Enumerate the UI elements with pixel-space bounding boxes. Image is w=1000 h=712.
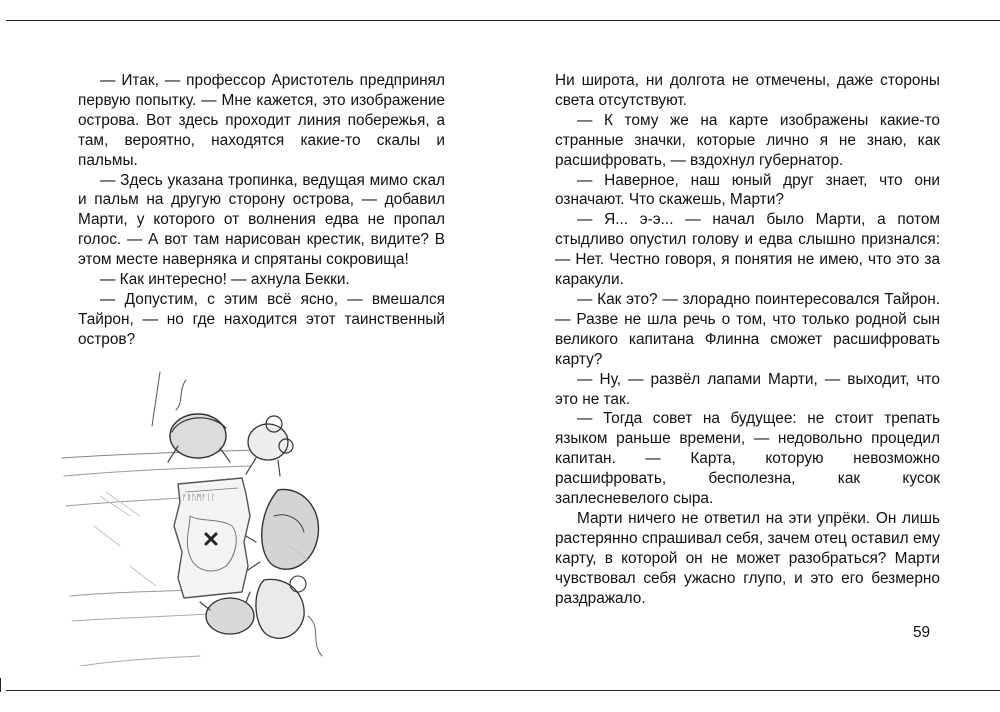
bottom-page-edge <box>6 690 1000 691</box>
map-glyphs: ᚠᚱᚢᛗᚨᛁᛚ <box>182 493 216 502</box>
page-number: 59 <box>913 624 931 641</box>
paragraph: — Здесь указана тропинка, ведущая мимо скал и пальм на другую сторону острова, — добавил Марти, у которого от волнения едва не пропал голос. — А вот там нарисован крестик, видите? В этом месте наверняка и спрятаны сокровища! <box>78 171 445 269</box>
paragraph-continuation: Ни широта, ни долгота не отмечены, даже стороны света отсутствуют. <box>555 72 940 109</box>
paragraph: — Ну, — развёл лапами Марти, — выходит, что это не так. <box>555 370 940 408</box>
paragraph: — Как интересно! — ахнула Бекки. <box>100 271 350 289</box>
paragraph: — Я... э-э... — начал было Марти, а потом стыдливо опустил голову и едва слышно признался: — Нет. Честно говоря, я понятия не имею, что это за каракули. <box>555 211 940 289</box>
sketch-mice-treasure-map-icon <box>60 366 330 666</box>
top-page-edge <box>6 20 1000 21</box>
paragraph: — Итак, — профессор Аристотель предпринял первую попытку. — Мне кажется, это изображение острова. Вот здесь проходит линия побережья, а там, вероятно, находятся какие-то скалы и пальмы. <box>78 72 445 169</box>
paragraph: — Как это? — злорадно поинтересовался Тайрон. — Разве не шла речь о том, что только родной сын великого капитана Флинна сможет расшифровать карту? <box>555 290 940 368</box>
paragraph: — К тому же на карте изображены какие-то странные значки, которые лично я не знаю, как расшифровать, — вздохнул губернатор. <box>555 111 940 169</box>
paragraph: Марти ничего не ответил на эти упрёки. Он лишь растерянно спрашивал себя, зачем отец оставил ему карту, в которой он не может разобраться? Марти чувствовал себя ужасно глупо, и это его безмерно раздражало. <box>555 509 940 607</box>
paragraph: — Наверное, наш юный друг знает, что они означают. Что скажешь, Марти? <box>555 171 940 209</box>
paragraph: — Тогда совет на будущее: не стоит трепать языком раньше времени, — недовольно процедил капитан. — Карта, которую невозможно расшифровать, бесполезна, как кусок заплесневелого сыра. <box>555 410 940 508</box>
right-page-text <box>555 71 940 608</box>
paragraph: — Допустим, с этим всё ясно, — вмешался Тайрон, — но где находится этот таинственный остров? <box>78 290 445 348</box>
left-page-text <box>78 71 445 350</box>
crop-mark <box>0 678 5 692</box>
